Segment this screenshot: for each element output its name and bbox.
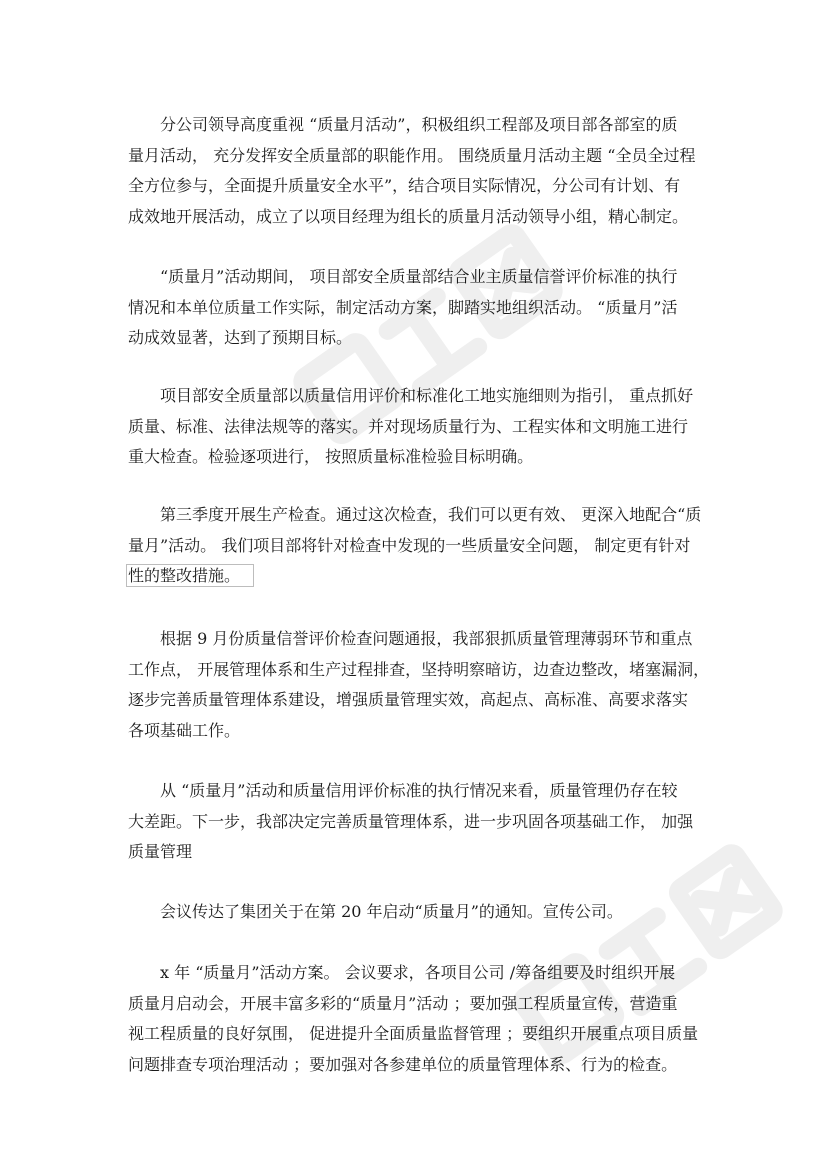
paragraph-line-wrapper xyxy=(128,561,718,592)
paragraph-line: 全方位参与，全面提升质量安全水平”，结合项目实际情况，分公司有计划、有 xyxy=(128,176,681,195)
paragraph-5 xyxy=(128,624,718,746)
paragraph-line: 逐步完善质量管理体系建设，增强质量管理实效，高起点、高标准、高要求落实 xyxy=(128,690,689,709)
paragraph-1 xyxy=(128,110,718,232)
paragraph-line: 从 “质量月”活动和质量信用评价标准的执行情况来看，质量管理仍存在较 xyxy=(160,781,678,800)
paragraph-2 xyxy=(128,262,718,354)
paragraph-line: 分公司领导高度重视 “质量月活动”，积极组织工程部及项目部各部室的质 xyxy=(160,115,678,134)
paragraph-line: 会议传达了集团关于在第 20 年启动“质量月”的通知。宣传公司。 xyxy=(160,902,623,921)
paragraph-line: x 年 “质量月”活动方案。 会议要求，各项目公司 /筹备组要及时组织开展 xyxy=(160,963,676,982)
paragraph-line: 各项基础工作。 xyxy=(128,720,241,740)
paragraph-8 xyxy=(128,958,718,1080)
paragraph-line: 质量管理 xyxy=(128,842,193,861)
paragraph-6 xyxy=(128,776,718,868)
paragraph-line: 动成效显著，达到了预期目标。 xyxy=(128,328,353,347)
paragraph-line: 项目部安全质量部以质量信用评价和标准化工地实施细则为指引， 重点抓好 xyxy=(160,386,694,405)
paragraph-line: 情况和本单位质量工作实际，制定活动方案，脚踏实地组织活动。 “质量月”活 xyxy=(128,297,678,317)
paragraph-4 xyxy=(128,500,718,592)
paragraph-line: 大差距。下一步，我部决定完善质量管理体系，进一步巩固各项基础工作， 加强 xyxy=(128,811,694,831)
paragraph-line: 成效地开展活动，成立了以项目经理为组长的质量月活动领导小组，精心制定。 xyxy=(128,206,689,226)
paragraph-line: 质量月启动会，开展丰富多彩的“质量月”活动 ；要加强工程质量宣传，营造重 xyxy=(128,993,678,1013)
highlighted-text-box: 性的整改措施。 xyxy=(128,566,252,585)
paragraph-line: 第三季度开展生产检查。通过这次检查，我们可以更有效、 更深入地配合“质 xyxy=(160,505,702,524)
paragraph-line: “质量月”活动期间， 项目部安全质量部结合业主质量信誉评价标准的执行 xyxy=(160,267,678,286)
paragraph-line: 根据 9 月份质量信誉评价检查问题通报，我部狠抓质量管理薄弱环节和重点 xyxy=(160,629,693,648)
paragraph-line: 重大检查。检验逐项进行， 按照质量标准检验目标明确。 xyxy=(128,447,534,466)
paragraph-line: 问题排查专项治理活动 ；要加强对各参建单位的质量管理体系、行为的检查。 xyxy=(128,1054,678,1074)
paragraph-line: 工作点， 开展管理体系和生产过程排查，坚持明察暗访，边查边整改，堵塞漏洞， xyxy=(128,659,710,679)
paragraph-line: 量月活动， 充分发挥安全质量部的职能作用。 围绕质量月活动主题 “全员全过程 xyxy=(128,145,696,165)
paragraph-line: 量月”活动。 我们项目部将针对检查中发现的一些质量安全问题， 制定更有针对 xyxy=(128,535,691,555)
paragraph-line: 质量、标准、法律法规等的落实。并对现场质量行为、工程实体和文明施工进行 xyxy=(128,416,689,436)
paragraph-3 xyxy=(128,381,718,473)
paragraph-line: 视工程质量的良好氛围， 促进提升全面质量监督管理 ；要组织开展重点项目质量 xyxy=(128,1024,699,1043)
paragraph-7 xyxy=(128,897,718,928)
